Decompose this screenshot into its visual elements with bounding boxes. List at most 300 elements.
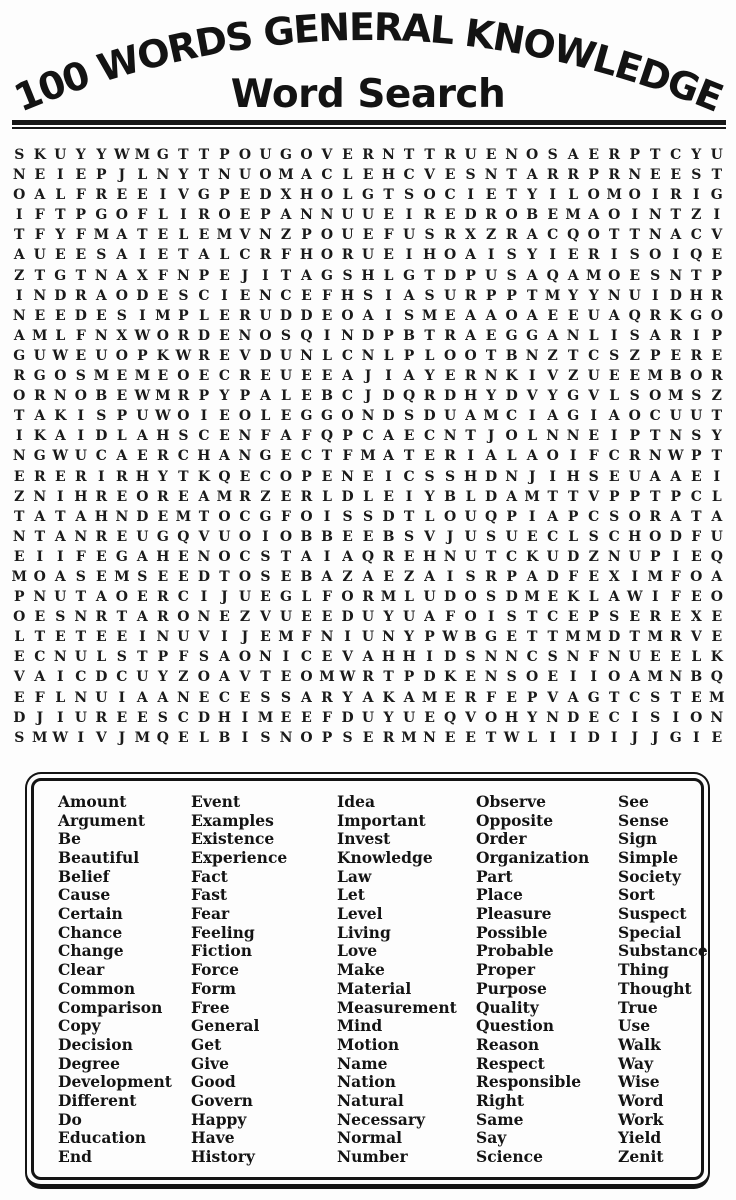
grid-letter: O (177, 609, 190, 626)
grid-letter: E (547, 207, 558, 224)
grid-letter: P (629, 488, 640, 505)
grid-letter: A (218, 669, 230, 686)
grid-letter: H (74, 488, 88, 505)
grid-letter: A (54, 568, 66, 585)
grid-letter: V (13, 669, 25, 686)
grid-letter: X (280, 187, 292, 204)
grid-letter: R (362, 669, 374, 686)
word-item: Suspect (618, 904, 687, 924)
grid-letter: D (485, 468, 498, 485)
grid-letter: E (567, 609, 579, 626)
word-item: Responsible (476, 1072, 582, 1092)
word-item: Do (58, 1109, 82, 1129)
word-item: Material (337, 978, 412, 998)
grid-letter: H (381, 649, 396, 666)
grid-letter: M (585, 629, 602, 646)
grid-letter: C (444, 187, 456, 204)
grid-letter: I (672, 709, 680, 726)
grid-letter: W (134, 388, 151, 405)
grid-letter: M (216, 227, 233, 244)
grid-letter: U (587, 307, 600, 324)
grid-letter: I (549, 729, 556, 746)
grid-letter: E (13, 689, 25, 706)
grid-letter: I (77, 729, 85, 746)
word-item: Certain (58, 904, 123, 924)
grid-letter: U (279, 368, 293, 385)
grid-letter: Z (280, 227, 292, 244)
grid-letter: A (547, 327, 559, 344)
grid-letter: R (649, 508, 662, 525)
grid-letter: E (137, 709, 148, 726)
grid-letter: E (711, 347, 723, 364)
grid-letter: C (526, 649, 538, 666)
grid-letter: C (95, 448, 107, 465)
grid-letter: C (280, 287, 292, 304)
grid-letter: A (116, 227, 128, 244)
grid-letter: A (403, 368, 415, 385)
grid-letter: Z (403, 568, 415, 585)
grid-letter: E (547, 307, 558, 324)
word-item: Invest (337, 829, 391, 849)
grid-letter: N (341, 327, 354, 344)
grid-letter: G (403, 267, 416, 284)
grid-letter: M (565, 207, 581, 224)
grid-letter: E (95, 307, 107, 324)
grid-letter: C (198, 287, 210, 304)
word-item: Love (337, 941, 378, 961)
grid-letter: E (219, 267, 230, 284)
grid-letter: M (401, 729, 417, 746)
grid-letter: R (95, 609, 108, 626)
grid-letter: A (13, 327, 25, 344)
grid-letter: U (464, 548, 477, 565)
grid-letter: A (362, 689, 374, 706)
word-item: Zenit (618, 1147, 664, 1167)
grid-letter: O (218, 508, 231, 525)
grid-letter: I (282, 649, 290, 666)
grid-letter: N (53, 388, 67, 405)
grid-letter: O (690, 568, 703, 585)
grid-letter: E (157, 247, 169, 264)
grid-letter: R (546, 167, 559, 184)
grid-letter: E (34, 609, 46, 626)
grid-letter: F (322, 287, 332, 304)
grid-letter: N (341, 468, 354, 485)
grid-letter: L (404, 589, 414, 606)
grid-letter: E (690, 689, 702, 706)
word-item: Organization (476, 847, 590, 867)
grid-letter: K (156, 347, 169, 364)
grid-letter: Y (96, 147, 107, 163)
word-item: Thought (618, 978, 692, 998)
grid-letter: H (463, 468, 478, 485)
grid-letter: V (465, 709, 477, 726)
grid-letter: S (96, 408, 107, 425)
grid-letter: O (443, 508, 457, 525)
grid-letter: A (362, 307, 374, 324)
grid-letter: Q (567, 227, 580, 244)
grid-letter: J (241, 267, 249, 284)
grid-letter: T (650, 428, 661, 445)
grid-letter: C (506, 548, 518, 565)
word-item: Knowledge (337, 847, 433, 867)
grid-letter: O (54, 368, 67, 385)
grid-letter: O (115, 589, 128, 606)
grid-letter: E (301, 388, 312, 405)
grid-letter: N (74, 528, 88, 545)
grid-letter: S (260, 548, 271, 565)
word-item: Use (618, 1016, 651, 1036)
grid-letter: K (505, 368, 518, 385)
grid-letter: E (321, 609, 333, 626)
grid-letter: F (75, 548, 86, 565)
grid-letter: L (609, 388, 620, 405)
grid-letter: L (691, 649, 702, 666)
grid-letter: E (178, 729, 189, 746)
grid-letter: L (322, 488, 332, 505)
grid-letter: F (280, 508, 291, 525)
grid-letter: T (485, 548, 497, 565)
grid-row (9, 205, 727, 225)
grid-letter: E (444, 729, 456, 746)
grid-letter: Y (404, 629, 415, 646)
grid-letter: O (526, 669, 539, 686)
grid-letter: I (631, 207, 638, 224)
grid-letter: F (322, 709, 332, 726)
grid-letter: L (588, 589, 599, 606)
grid-letter: Y (55, 227, 66, 244)
grid-letter: M (134, 147, 151, 163)
word-item: Different (58, 1091, 137, 1111)
grid-letter: L (219, 247, 230, 264)
grid-letter: L (178, 227, 189, 244)
grid-letter: R (669, 327, 682, 344)
grid-letter: H (422, 548, 437, 565)
grid-letter: S (362, 508, 374, 525)
grid-letter: R (485, 568, 497, 585)
word-item: Idea (337, 791, 375, 811)
grid-row (9, 446, 727, 466)
grid-letter: P (198, 388, 210, 405)
grid-letter: F (445, 609, 456, 626)
grid-letter: R (710, 287, 723, 304)
grid-letter: L (260, 408, 271, 425)
grid-letter: E (219, 408, 230, 425)
grid-letter: U (238, 589, 252, 606)
grid-letter: N (628, 167, 642, 184)
grid-row (9, 607, 727, 627)
grid-letter: O (464, 347, 477, 364)
grid-letter: P (239, 388, 251, 405)
word-item: Normal (337, 1128, 403, 1148)
grid-letter: E (198, 227, 210, 244)
grid-letter: E (260, 368, 271, 385)
word-item: Have (191, 1128, 235, 1148)
grid-letter: D (505, 589, 518, 606)
grid-letter: D (279, 307, 293, 324)
grid-letter: N (607, 649, 621, 666)
grid-letter: T (178, 468, 189, 485)
grid-letter: P (506, 287, 517, 304)
grid-letter: A (485, 307, 497, 324)
grid-letter: T (34, 528, 45, 545)
word-item: See (618, 791, 649, 811)
grid-letter: D (382, 388, 395, 405)
word-list-box (25, 772, 710, 1189)
grid-letter: F (34, 227, 45, 244)
grid-letter: S (691, 167, 702, 184)
grid-letter: I (385, 468, 392, 485)
grid-letter: T (526, 629, 538, 646)
grid-letter: O (238, 649, 252, 666)
grid-letter: Q (443, 709, 457, 726)
word-list (31, 778, 708, 1180)
grid-letter: O (320, 227, 334, 244)
grid-letter: G (95, 207, 108, 224)
grid-letter: I (139, 247, 146, 264)
grid-letter: H (197, 448, 211, 465)
grid-letter: I (549, 187, 556, 204)
grid-letter: L (301, 589, 312, 606)
grid-letter: S (629, 247, 640, 264)
grid-letter: E (219, 428, 230, 445)
grid-letter: I (467, 448, 474, 465)
grid-letter: V (547, 368, 559, 385)
grid-letter: R (444, 448, 456, 465)
grid-letter: E (342, 147, 353, 163)
grid-letter: U (402, 609, 416, 626)
grid-letter: I (77, 428, 85, 445)
word-item: Necessary (337, 1109, 425, 1129)
grid-letter: Q (320, 428, 334, 445)
grid-letter: E (219, 327, 230, 344)
grid-letter: N (361, 408, 375, 425)
grid-letter: D (464, 207, 477, 224)
word-item: Form (191, 978, 237, 998)
grid-letter: E (321, 649, 333, 666)
grid-letter: A (13, 247, 25, 264)
grid-letter: D (197, 709, 210, 726)
grid-letter: R (608, 167, 621, 184)
grid-letter: O (649, 388, 662, 405)
grid-letter: I (323, 327, 331, 344)
grid-letter: E (649, 167, 661, 184)
grid-letter: U (443, 408, 457, 425)
grid-letter: U (279, 347, 293, 364)
grid-letter: P (629, 147, 640, 163)
grid-letter: S (55, 609, 66, 626)
grid-letter: A (116, 448, 128, 465)
grid-letter: I (631, 709, 638, 726)
grid-row (9, 245, 727, 265)
grid-letter: N (33, 589, 47, 606)
grid-letter: G (156, 528, 169, 545)
grid-row (9, 567, 727, 587)
grid-letter: W (155, 408, 171, 425)
grid-letter: O (300, 729, 313, 746)
word-item: Clear (58, 960, 105, 980)
grid-letter: T (670, 207, 681, 224)
grid-letter: B (300, 528, 313, 545)
grid-letter: S (588, 528, 599, 545)
grid-letter: A (526, 227, 538, 244)
grid-letter: A (198, 488, 210, 505)
grid-letter: C (608, 709, 620, 726)
grid-letter: M (421, 689, 438, 706)
grid-letter: P (649, 548, 661, 565)
grid-letter: N (423, 729, 436, 746)
grid-letter: M (93, 227, 110, 244)
grid-letter: I (487, 609, 495, 626)
grid-letter: E (260, 629, 271, 646)
grid-letter: D (587, 729, 600, 746)
grid-letter: O (628, 508, 641, 525)
grid-letter: H (299, 247, 314, 264)
grid-letter: R (587, 247, 600, 264)
grid-letter: I (57, 709, 64, 726)
grid-letter: S (691, 388, 702, 405)
grid-letter: A (649, 468, 661, 485)
grid-letter: I (692, 327, 700, 344)
grid-letter: D (95, 428, 108, 445)
grid-letter: U (33, 247, 46, 264)
grid-letter: I (631, 568, 638, 585)
grid-letter: N (197, 548, 211, 565)
grid-letter: S (609, 609, 620, 626)
grid-letter: A (218, 649, 230, 666)
letter-grid (9, 145, 727, 748)
grid-letter: I (590, 669, 597, 686)
grid-letter: T (691, 508, 702, 525)
grid-letter: T (403, 147, 415, 163)
grid-letter: N (12, 167, 26, 184)
grid-letter: E (588, 428, 600, 445)
grid-letter: M (216, 488, 233, 505)
grid-letter: A (383, 428, 394, 445)
grid-letter: P (219, 147, 230, 163)
grid-row (9, 185, 727, 205)
grid-letter: E (711, 609, 723, 626)
grid-letter: U (136, 528, 149, 545)
grid-letter: B (669, 368, 682, 385)
grid-letter: Y (691, 147, 702, 163)
grid-letter: A (465, 327, 477, 344)
grid-letter: T (116, 609, 128, 626)
grid-letter: I (57, 488, 64, 505)
grid-letter: G (54, 267, 67, 284)
grid-letter: G (197, 187, 210, 204)
grid-row (9, 266, 727, 286)
grid-letter: S (650, 267, 661, 284)
grid-letter: J (651, 729, 659, 746)
grid-letter: E (95, 629, 107, 646)
grid-letter: P (506, 508, 517, 525)
grid-letter: A (136, 548, 148, 565)
grid-letter: I (549, 247, 556, 264)
grid-letter: H (361, 267, 375, 284)
grid-letter: R (157, 488, 169, 505)
grid-letter: A (465, 408, 477, 425)
grid-letter: P (526, 689, 538, 706)
word-item: Simple (618, 847, 679, 867)
grid-letter: A (526, 267, 538, 284)
grid-letter: F (383, 227, 394, 244)
grid-letter: G (300, 408, 313, 425)
grid-letter: A (506, 488, 518, 505)
grid-letter: S (506, 609, 517, 626)
grid-letter: C (198, 428, 210, 445)
grid-letter: P (219, 187, 230, 204)
grid-letter: M (565, 629, 581, 646)
grid-letter: K (669, 307, 682, 324)
grid-letter: N (443, 428, 457, 445)
grid-letter: W (667, 448, 684, 465)
grid-letter: S (547, 649, 558, 666)
grid-letter: S (506, 247, 517, 264)
grid-letter: O (690, 368, 703, 385)
grid-letter: O (546, 448, 559, 465)
grid-letter: Z (260, 488, 271, 505)
word-item: Yield (618, 1128, 662, 1148)
grid-letter: R (690, 347, 703, 364)
grid-letter: O (238, 408, 252, 425)
grid-letter: O (33, 568, 46, 585)
grid-letter: M (647, 568, 663, 585)
word-item: Degree (58, 1053, 121, 1073)
grid-letter: D (259, 187, 272, 204)
grid-letter: A (608, 307, 620, 324)
grid-letter: I (118, 689, 126, 706)
grid-letter: E (444, 307, 456, 324)
grid-letter: O (218, 548, 231, 565)
grid-letter: A (157, 689, 169, 706)
grid-letter: H (217, 709, 232, 726)
grid-letter: U (669, 408, 682, 425)
grid-letter: A (588, 207, 600, 224)
grid-letter: T (424, 327, 435, 344)
grid-letter: C (547, 227, 559, 244)
grid-letter: A (301, 689, 312, 706)
grid-letter: U (464, 508, 477, 525)
grid-letter: F (670, 568, 681, 585)
grid-letter: N (94, 267, 108, 284)
grid-letter: T (691, 267, 702, 284)
grid-letter: E (178, 568, 189, 585)
grid-letter: M (319, 669, 335, 686)
grid-letter: M (134, 729, 151, 746)
grid-letter: T (75, 629, 87, 646)
grid-letter: O (177, 368, 190, 385)
word-item: Same (476, 1109, 524, 1129)
word-item: Common (58, 978, 136, 998)
grid-letter: E (383, 488, 394, 505)
grid-letter: U (218, 528, 231, 545)
grid-letter: E (629, 368, 641, 385)
grid-letter: E (670, 347, 682, 364)
grid-letter: T (526, 287, 538, 304)
grid-letter: S (260, 689, 271, 706)
grid-letter: E (342, 528, 353, 545)
grid-letter: Q (485, 508, 498, 525)
grid-letter: Y (75, 147, 86, 163)
word-list-column-3 (337, 793, 476, 1167)
grid-letter: A (301, 267, 312, 284)
grid-letter: Y (568, 287, 579, 304)
grid-letter: U (54, 147, 67, 163)
grid-letter: F (301, 629, 312, 646)
word-item: Fact (191, 866, 228, 886)
grid-letter: S (342, 729, 353, 746)
